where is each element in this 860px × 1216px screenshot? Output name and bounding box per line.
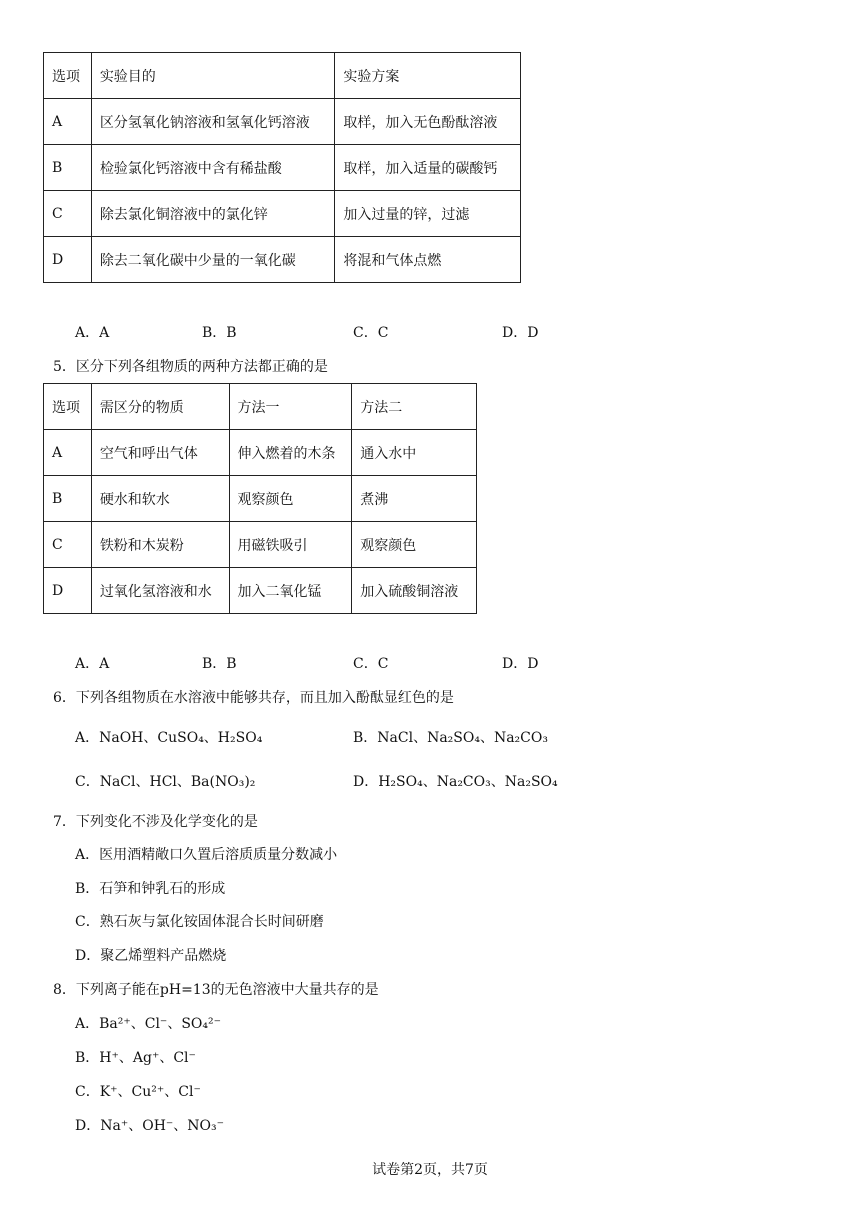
table-cell: 伸入燃着的木条 xyxy=(229,430,352,476)
table-header-cell: 需区分的物质 xyxy=(91,384,229,430)
table-header-cell: 实验目的 xyxy=(91,53,335,99)
q5-option-c[interactable]: C．C xyxy=(353,656,389,672)
q4-option-c[interactable]: C．C xyxy=(353,325,389,341)
q5-option-a[interactable]: A．A xyxy=(75,656,110,672)
q6-option-d[interactable]: D．H₂SO₄、Na₂CO₃、Na₂SO₄ xyxy=(353,774,558,790)
q4-option-b[interactable]: B．B xyxy=(202,325,237,341)
q8-option-b[interactable]: B．H⁺、Ag⁺、Cl⁻ xyxy=(75,1050,196,1066)
table-cell: 通入水中 xyxy=(352,430,477,476)
table-cell: 除去二氧化碳中少量的一氧化碳 xyxy=(91,237,335,283)
q6-option-a[interactable]: A．NaOH、CuSO₄、H₂SO₄ xyxy=(75,730,263,746)
q8-option-d[interactable]: D．Na⁺、OH⁻、NO₃⁻ xyxy=(75,1118,225,1134)
table-cell: 除去氯化铜溶液中的氯化锌 xyxy=(91,191,335,237)
table-cell: 观察颜色 xyxy=(352,522,477,568)
q5-option-b[interactable]: B．B xyxy=(202,656,237,672)
table-header-row xyxy=(44,53,521,99)
table-cell: 用磁铁吸引 xyxy=(229,522,352,568)
table-header-cell: 实验方案 xyxy=(335,53,521,99)
table-cell: D xyxy=(44,568,92,614)
table-cell: 过氧化氢溶液和水 xyxy=(91,568,229,614)
q6-option-b[interactable]: B．NaCl、Na₂SO₄、Na₂CO₃ xyxy=(353,730,548,746)
page-footer: 试卷第2页，共7页 xyxy=(372,1162,488,1178)
table-row xyxy=(44,476,477,522)
table-cell: 铁粉和木炭粉 xyxy=(91,522,229,568)
table-row xyxy=(44,568,477,614)
table-cell: 硬水和软水 xyxy=(91,476,229,522)
table-cell: 将混和气体点燃 xyxy=(335,237,521,283)
table-cell: A xyxy=(44,99,92,145)
q8-option-a[interactable]: A．Ba²⁺、Cl⁻、SO₄²⁻ xyxy=(75,1016,222,1032)
table-header-row xyxy=(44,384,477,430)
table-row xyxy=(44,237,521,283)
table-row xyxy=(44,145,521,191)
table-cell: B xyxy=(44,145,92,191)
table-row xyxy=(44,99,521,145)
q4-option-a[interactable]: A．A xyxy=(75,325,110,341)
table-cell: C xyxy=(44,522,92,568)
q5-stem: 5．区分下列各组物质的两种方法都正确的是 xyxy=(53,359,328,375)
table-cell: C xyxy=(44,191,92,237)
q6-stem: 6．下列各组物质在水溶液中能够共存，而且加入酚酞显红色的是 xyxy=(53,690,454,706)
q7-option-b[interactable]: B．石笋和钟乳石的形成 xyxy=(75,881,226,897)
q8-option-c[interactable]: C．K⁺、Cu²⁺、Cl⁻ xyxy=(75,1084,201,1100)
table-row xyxy=(44,522,477,568)
table-cell: B xyxy=(44,476,92,522)
q6-option-c[interactable]: C．NaCl、HCl、Ba(NO₃)₂ xyxy=(75,774,256,790)
table-header-cell: 方法一 xyxy=(229,384,352,430)
table-cell: 检验氯化钙溶液中含有稀盐酸 xyxy=(91,145,335,191)
q7-option-d[interactable]: D．聚乙烯塑料产品燃烧 xyxy=(75,948,227,964)
q8-stem: 8．下列离子能在pH=13的无色溶液中大量共存的是 xyxy=(53,982,379,998)
q5-option-d[interactable]: D．D xyxy=(502,656,539,672)
table-header-cell: 选项 xyxy=(44,384,92,430)
table-header-cell: 方法二 xyxy=(352,384,477,430)
question-4-table xyxy=(43,52,521,283)
table-cell: 加入过量的锌，过滤 xyxy=(335,191,521,237)
q7-stem: 7．下列变化不涉及化学变化的是 xyxy=(53,814,258,830)
table-row xyxy=(44,191,521,237)
q7-option-c[interactable]: C．熟石灰与氯化铵固体混合长时间研磨 xyxy=(75,914,324,930)
table-cell: 加入二氧化锰 xyxy=(229,568,352,614)
q7-option-a[interactable]: A．医用酒精敞口久置后溶质质量分数减小 xyxy=(75,847,338,863)
q4-option-d[interactable]: D．D xyxy=(502,325,539,341)
table-cell: 观察颜色 xyxy=(229,476,352,522)
table-cell: 取样，加入无色酚酞溶液 xyxy=(335,99,521,145)
table-cell: A xyxy=(44,430,92,476)
table-cell: D xyxy=(44,237,92,283)
table-cell: 加入硫酸铜溶液 xyxy=(352,568,477,614)
table-cell: 空气和呼出气体 xyxy=(91,430,229,476)
table-cell: 取样，加入适量的碳酸钙 xyxy=(335,145,521,191)
table-cell: 区分氢氧化钠溶液和氢氧化钙溶液 xyxy=(91,99,335,145)
table-header-cell: 选项 xyxy=(44,53,92,99)
question-5-table xyxy=(43,383,477,614)
table-row xyxy=(44,430,477,476)
table-cell: 煮沸 xyxy=(352,476,477,522)
